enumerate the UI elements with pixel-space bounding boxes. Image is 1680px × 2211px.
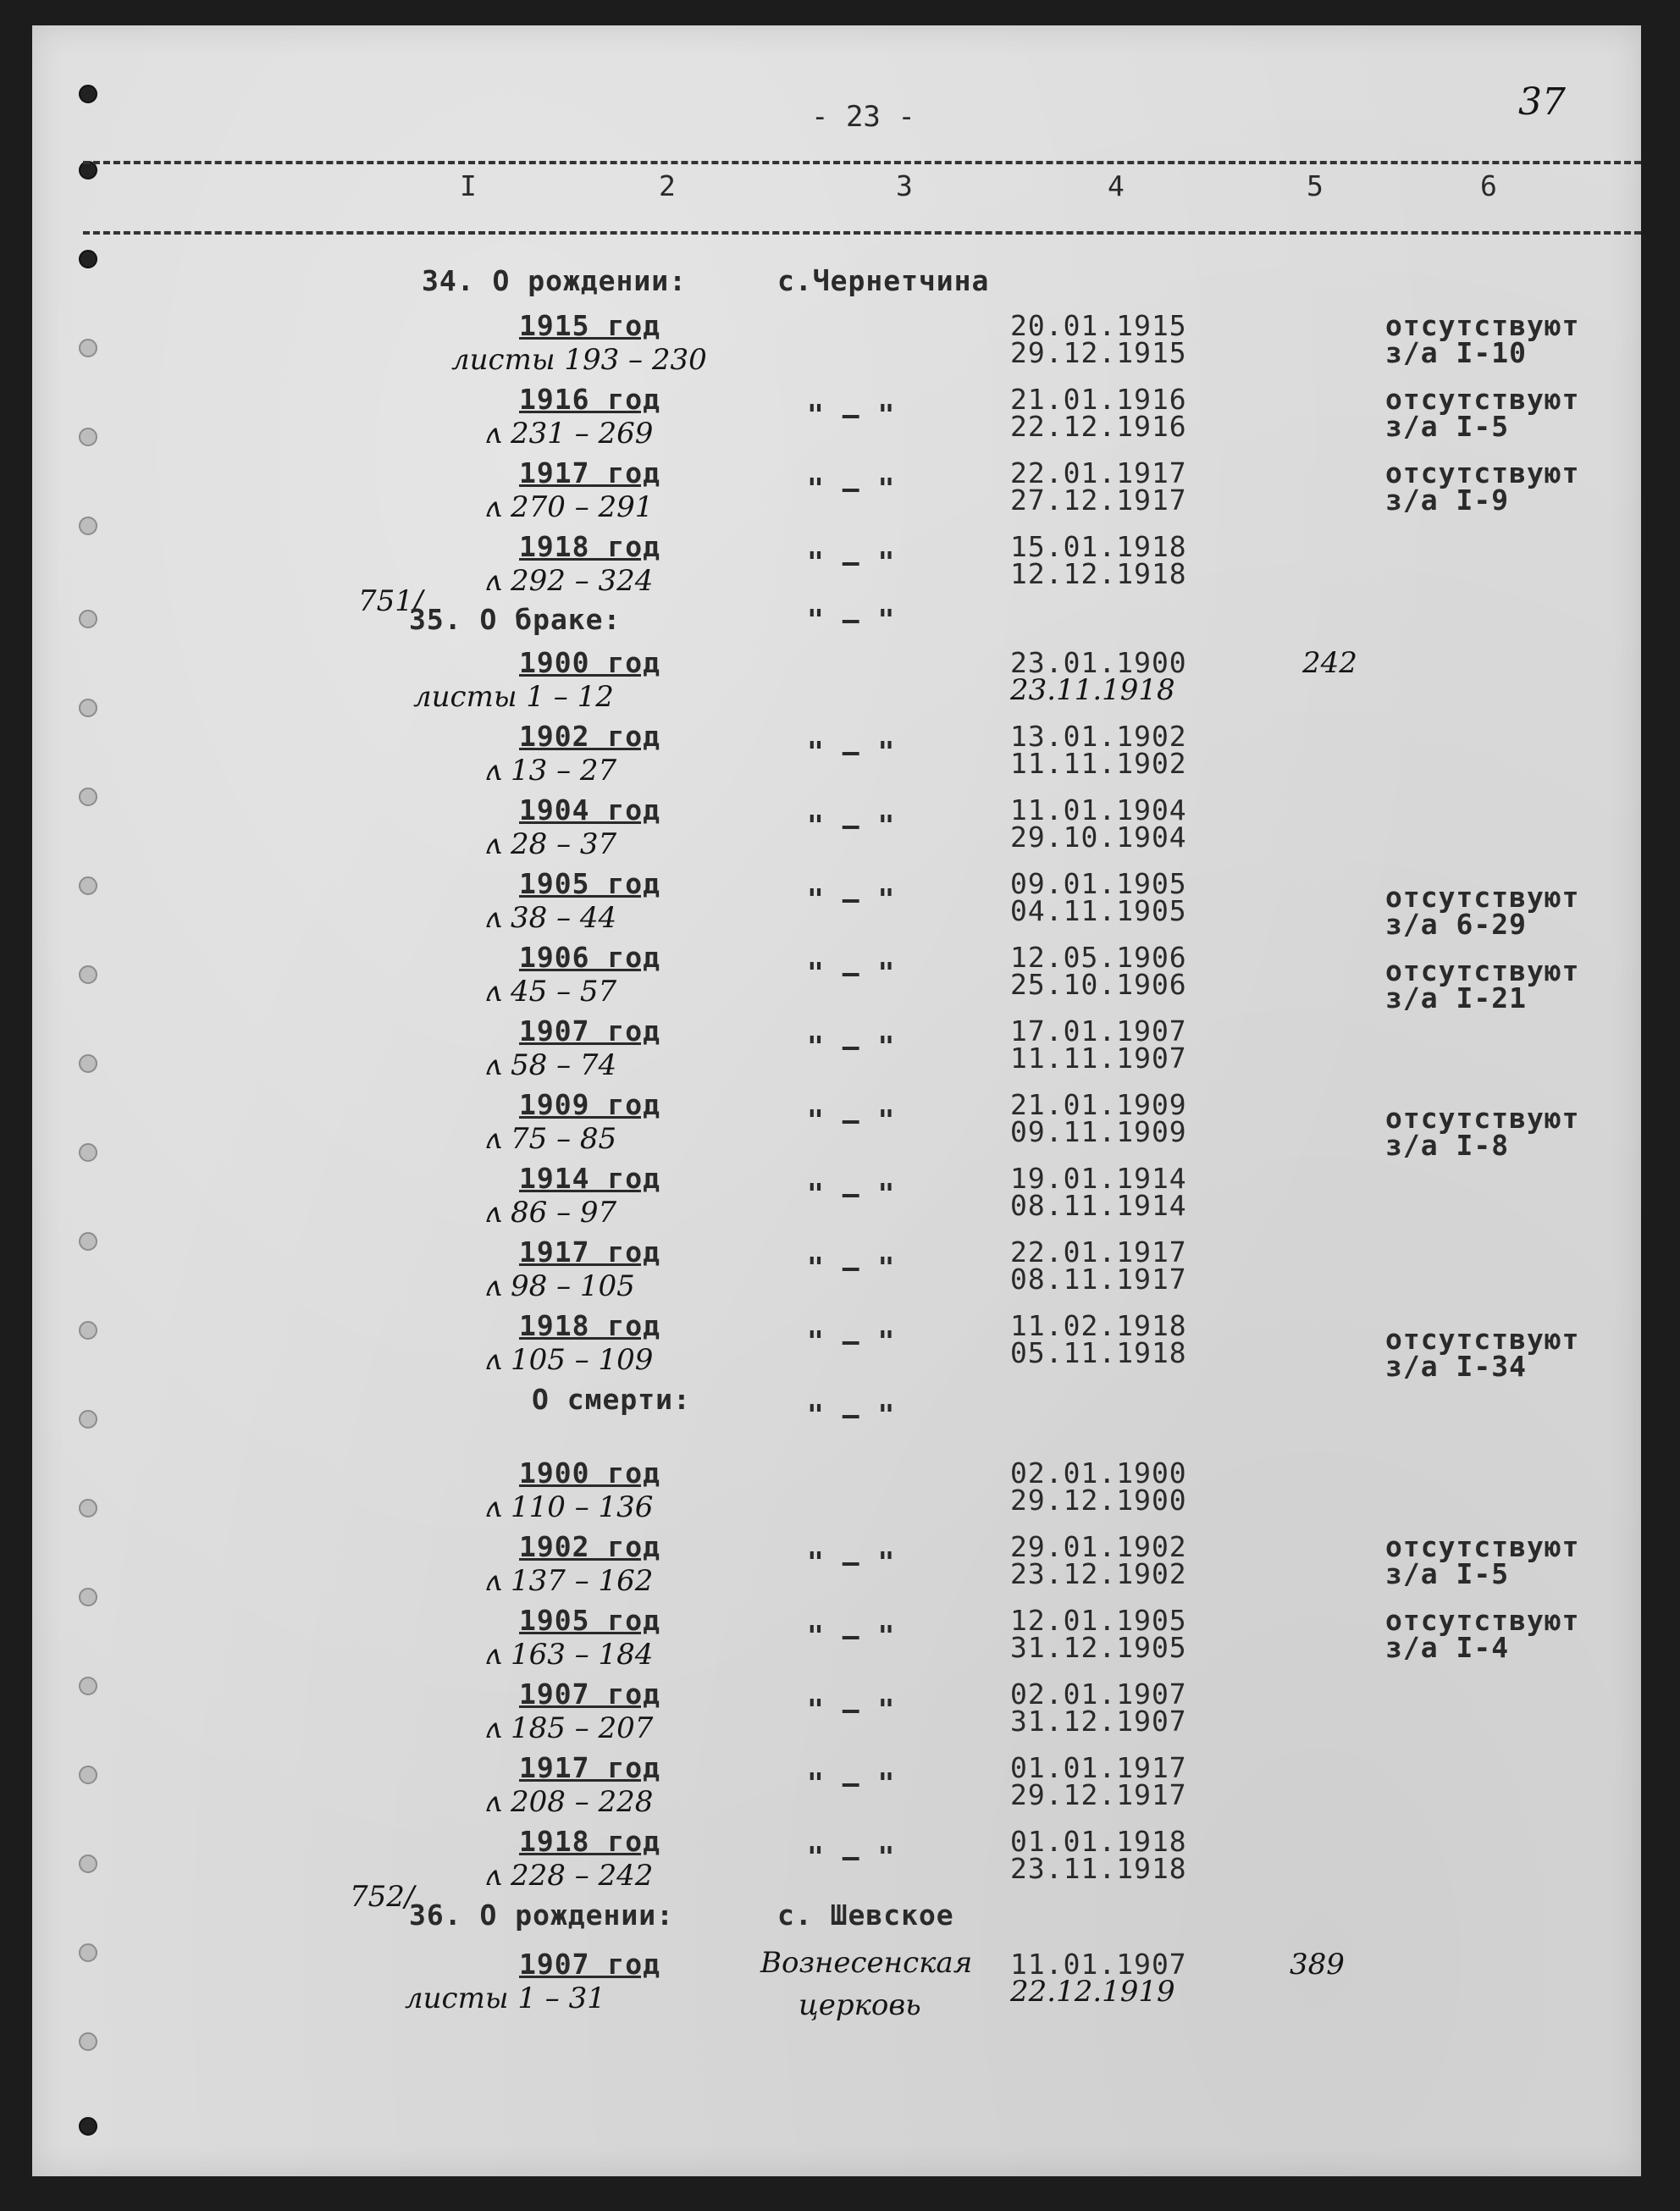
record-date-from: 11.01.1907 (1010, 1948, 1187, 1981)
record-date-to: 23.12.1902 (1010, 1557, 1187, 1590)
record-year: 1917 год (519, 1235, 660, 1269)
record-date-to: 31.12.1907 (1010, 1705, 1187, 1738)
punch-hole (79, 1143, 97, 1162)
record-date-from: 09.01.1905 (1010, 867, 1187, 900)
punch-hole (79, 1943, 97, 1962)
record-date-to: 29.12.1915 (1010, 336, 1187, 369)
record-note: отсутствуют (1385, 383, 1580, 416)
record-date-to: 22.12.1916 (1010, 410, 1187, 443)
ditto-mark: " – " (807, 882, 896, 915)
record-year: 1915 год (519, 309, 660, 342)
punch-hole (79, 1854, 97, 1873)
record-date-from: 11.02.1918 (1010, 1309, 1187, 1342)
record-sheets: ʌ 137 – 162 (485, 1564, 654, 1598)
record-date-from: 01.01.1918 (1010, 1825, 1187, 1858)
record-date-from: 02.01.1907 (1010, 1678, 1187, 1711)
punch-hole (79, 699, 97, 717)
record-year: 1918 год (519, 1825, 660, 1858)
record-date-to: 11.11.1907 (1010, 1042, 1187, 1075)
sheet-number: 37 (1518, 80, 1566, 124)
punch-hole (79, 1499, 97, 1517)
record-sheets: ʌ 58 – 74 (485, 1048, 617, 1082)
record-note-range: з/а I-10 (1385, 336, 1527, 369)
record-year: 1905 год (519, 1604, 660, 1637)
record-date-to: 23.11.1918 (1010, 1852, 1187, 1885)
record-year: 1905 год (519, 867, 660, 900)
punch-hole (79, 1321, 97, 1340)
column-header-6: 6 (1480, 169, 1498, 202)
punch-hole (79, 428, 97, 446)
death-heading: О смерти: (532, 1383, 691, 1416)
record-date-from: 12.01.1905 (1010, 1604, 1187, 1637)
record-date-from: 01.01.1917 (1010, 1751, 1187, 1784)
record-year: 1904 год (519, 793, 660, 826)
record-year: 1909 год (519, 1088, 660, 1121)
record-date-to: 23.11.1918 (1010, 673, 1175, 707)
record-note-range: з/а I-5 (1385, 410, 1510, 443)
record-date-to: 08.11.1914 (1010, 1189, 1187, 1222)
punch-hole (79, 250, 97, 268)
document-page (32, 25, 1641, 2176)
item-36-prefix: 752/ (350, 1880, 415, 1914)
record-sheets: ʌ 28 – 37 (485, 827, 617, 861)
record-sheets: листы 1 – 31 (405, 1982, 605, 2015)
record-note-range: з/а I-9 (1385, 484, 1510, 517)
record-note-range: з/а I-21 (1385, 981, 1527, 1014)
record-sheets: ʌ 163 – 184 (485, 1638, 654, 1672)
column-header-5: 5 (1307, 169, 1324, 202)
item-35-prefix: 751/ (358, 584, 423, 618)
record-sheets: ʌ 45 – 57 (485, 975, 617, 1009)
ditto-mark: " – " (807, 1840, 896, 1873)
record-date-from: 23.01.1900 (1010, 646, 1187, 679)
record-note-range: з/а I-8 (1385, 1129, 1510, 1162)
record-note-range: з/а I-4 (1385, 1631, 1510, 1664)
record-date-to: 27.12.1917 (1010, 484, 1187, 517)
ditto-mark: " – " (807, 1693, 896, 1726)
record-date-to: 11.11.1902 (1010, 747, 1187, 780)
record-date-from: 19.01.1914 (1010, 1162, 1187, 1195)
record-date-to: 25.10.1906 (1010, 968, 1187, 1001)
record-note: отсутствуют (1385, 1323, 1580, 1356)
ditto-mark: " – " (807, 956, 896, 989)
punch-hole (79, 876, 97, 895)
punch-hole (79, 1588, 97, 1606)
record-sheets: ʌ 105 – 109 (485, 1343, 654, 1377)
fond-number: 242 (1302, 646, 1357, 680)
item-35-heading: 35. О браке: (409, 603, 622, 636)
record-date-to: 09.11.1909 (1010, 1115, 1187, 1148)
item-34-heading: 34. О рождении: (422, 264, 688, 297)
record-note: отсутствуют (1385, 1604, 1580, 1637)
record-date-from: 15.01.1918 (1010, 530, 1187, 563)
ditto-mark: " – " (807, 1030, 896, 1063)
record-sheets: ʌ 86 – 97 (485, 1196, 617, 1230)
record-sheets: ʌ 231 – 269 (485, 417, 654, 450)
record-date-from: 02.01.1900 (1010, 1456, 1187, 1490)
record-sheets: ʌ 292 – 324 (485, 564, 654, 598)
record-year: 1918 год (519, 530, 660, 563)
header-rule-bottom (83, 231, 1641, 235)
record-date-to: 05.11.1918 (1010, 1336, 1187, 1369)
record-date-from: 17.01.1907 (1010, 1014, 1187, 1047)
church-name-line2: церковь (799, 1988, 921, 2022)
ditto-mark: " – " (807, 1766, 896, 1799)
punch-hole (79, 965, 97, 984)
record-year: 1906 год (519, 941, 660, 974)
punch-hole (79, 1232, 97, 1251)
record-year: 1916 год (519, 383, 660, 416)
punch-hole (79, 1410, 97, 1429)
record-sheets: ʌ 270 – 291 (485, 490, 654, 524)
punch-hole (79, 788, 97, 806)
record-note: отсутствуют (1385, 1530, 1580, 1563)
record-note: отсутствуют (1385, 881, 1580, 914)
ditto-mark: " – " (807, 735, 896, 768)
punch-hole (79, 1766, 97, 1784)
record-year: 1907 год (519, 1678, 660, 1711)
church-name: Вознесенская (760, 1946, 973, 1980)
record-sheets: ʌ 110 – 136 (485, 1490, 654, 1524)
record-year: 1900 год (519, 646, 660, 679)
fond-number: 389 (1290, 1948, 1345, 1982)
punch-hole (79, 2032, 97, 2051)
record-date-from: 11.01.1904 (1010, 793, 1187, 826)
record-date-to: 29.12.1917 (1010, 1778, 1187, 1811)
record-date-from: 21.01.1909 (1010, 1088, 1187, 1121)
record-year: 1914 год (519, 1162, 660, 1195)
record-year: 1917 год (519, 1751, 660, 1784)
record-date-to: 22.12.1919 (1010, 1975, 1175, 2009)
record-date-from: 22.01.1917 (1010, 456, 1187, 489)
ditto-mark: " – " (807, 1251, 896, 1284)
record-note-range: з/а I-34 (1385, 1350, 1527, 1383)
ditto-mark: " – " (807, 472, 896, 505)
ditto-mark: " – " (807, 1324, 896, 1357)
record-date-to: 29.10.1904 (1010, 821, 1187, 854)
ditto-mark: " – " (807, 1398, 896, 1431)
record-date-to: 29.12.1900 (1010, 1484, 1187, 1517)
item-36-heading: 36. О рождении: (409, 1899, 675, 1932)
punch-hole (79, 517, 97, 535)
record-date-to: 12.12.1918 (1010, 557, 1187, 590)
record-sheets: ʌ 38 – 44 (485, 901, 617, 935)
record-year: 1918 год (519, 1309, 660, 1342)
punch-hole (79, 610, 97, 628)
punch-hole (79, 1677, 97, 1695)
record-year: 1917 год (519, 456, 660, 489)
record-date-from: 21.01.1916 (1010, 383, 1187, 416)
record-note: отсутствуют (1385, 309, 1580, 342)
record-sheets: ʌ 185 – 207 (485, 1711, 654, 1745)
punch-hole (79, 2117, 97, 2136)
record-note: отсутствуют (1385, 456, 1580, 489)
punch-hole (79, 85, 97, 103)
record-date-to: 04.11.1905 (1010, 894, 1187, 927)
record-year: 1907 год (519, 1948, 660, 1981)
ditto-mark: " – " (807, 545, 896, 578)
record-date-from: 20.01.1915 (1010, 309, 1187, 342)
record-date-from: 12.05.1906 (1010, 941, 1187, 974)
record-sheets: ʌ 228 – 242 (485, 1859, 654, 1893)
ditto-mark: " – " (807, 809, 896, 842)
record-note: отсутствуют (1385, 1102, 1580, 1135)
ditto-mark: " – " (807, 1103, 896, 1136)
record-date-from: 29.01.1902 (1010, 1530, 1187, 1563)
record-sheets: ʌ 75 – 85 (485, 1122, 617, 1156)
record-year: 1902 год (519, 1530, 660, 1563)
column-header-4: 4 (1108, 169, 1125, 202)
record-sheets: листы 193 – 230 (451, 343, 707, 377)
record-sheets: листы 1 – 12 (413, 680, 614, 714)
record-sheets: ʌ 208 – 228 (485, 1785, 654, 1819)
ditto-mark: " – " (807, 1545, 896, 1578)
record-note-range: з/а I-5 (1385, 1557, 1510, 1590)
record-sheets: ʌ 13 – 27 (485, 754, 617, 788)
record-year: 1907 год (519, 1014, 660, 1047)
record-note-range: з/а 6-29 (1385, 908, 1527, 941)
record-date-from: 22.01.1917 (1010, 1235, 1187, 1269)
item-36-place: с. Шевское (777, 1899, 954, 1932)
record-date-to: 31.12.1905 (1010, 1631, 1187, 1664)
header-rule-top (83, 161, 1641, 164)
record-sheets: ʌ 98 – 105 (485, 1269, 635, 1303)
punch-hole (79, 1054, 97, 1073)
record-date-from: 13.01.1902 (1010, 720, 1187, 753)
column-header-2: 2 (659, 169, 677, 202)
punch-hole (79, 339, 97, 357)
column-header-1: I (460, 169, 478, 202)
ditto-mark: " – " (807, 398, 896, 431)
record-year: 1902 год (519, 720, 660, 753)
ditto-mark: " – " (807, 1177, 896, 1210)
column-header-3: 3 (896, 169, 914, 202)
ditto-mark: " – " (807, 1619, 896, 1652)
page-number: - 23 - (811, 100, 915, 134)
record-date-to: 08.11.1917 (1010, 1263, 1187, 1296)
ditto-mark: " – " (807, 603, 896, 636)
record-year: 1900 год (519, 1456, 660, 1490)
record-note: отсутствуют (1385, 954, 1580, 987)
item-34-place: с.Чернетчина (777, 264, 990, 297)
